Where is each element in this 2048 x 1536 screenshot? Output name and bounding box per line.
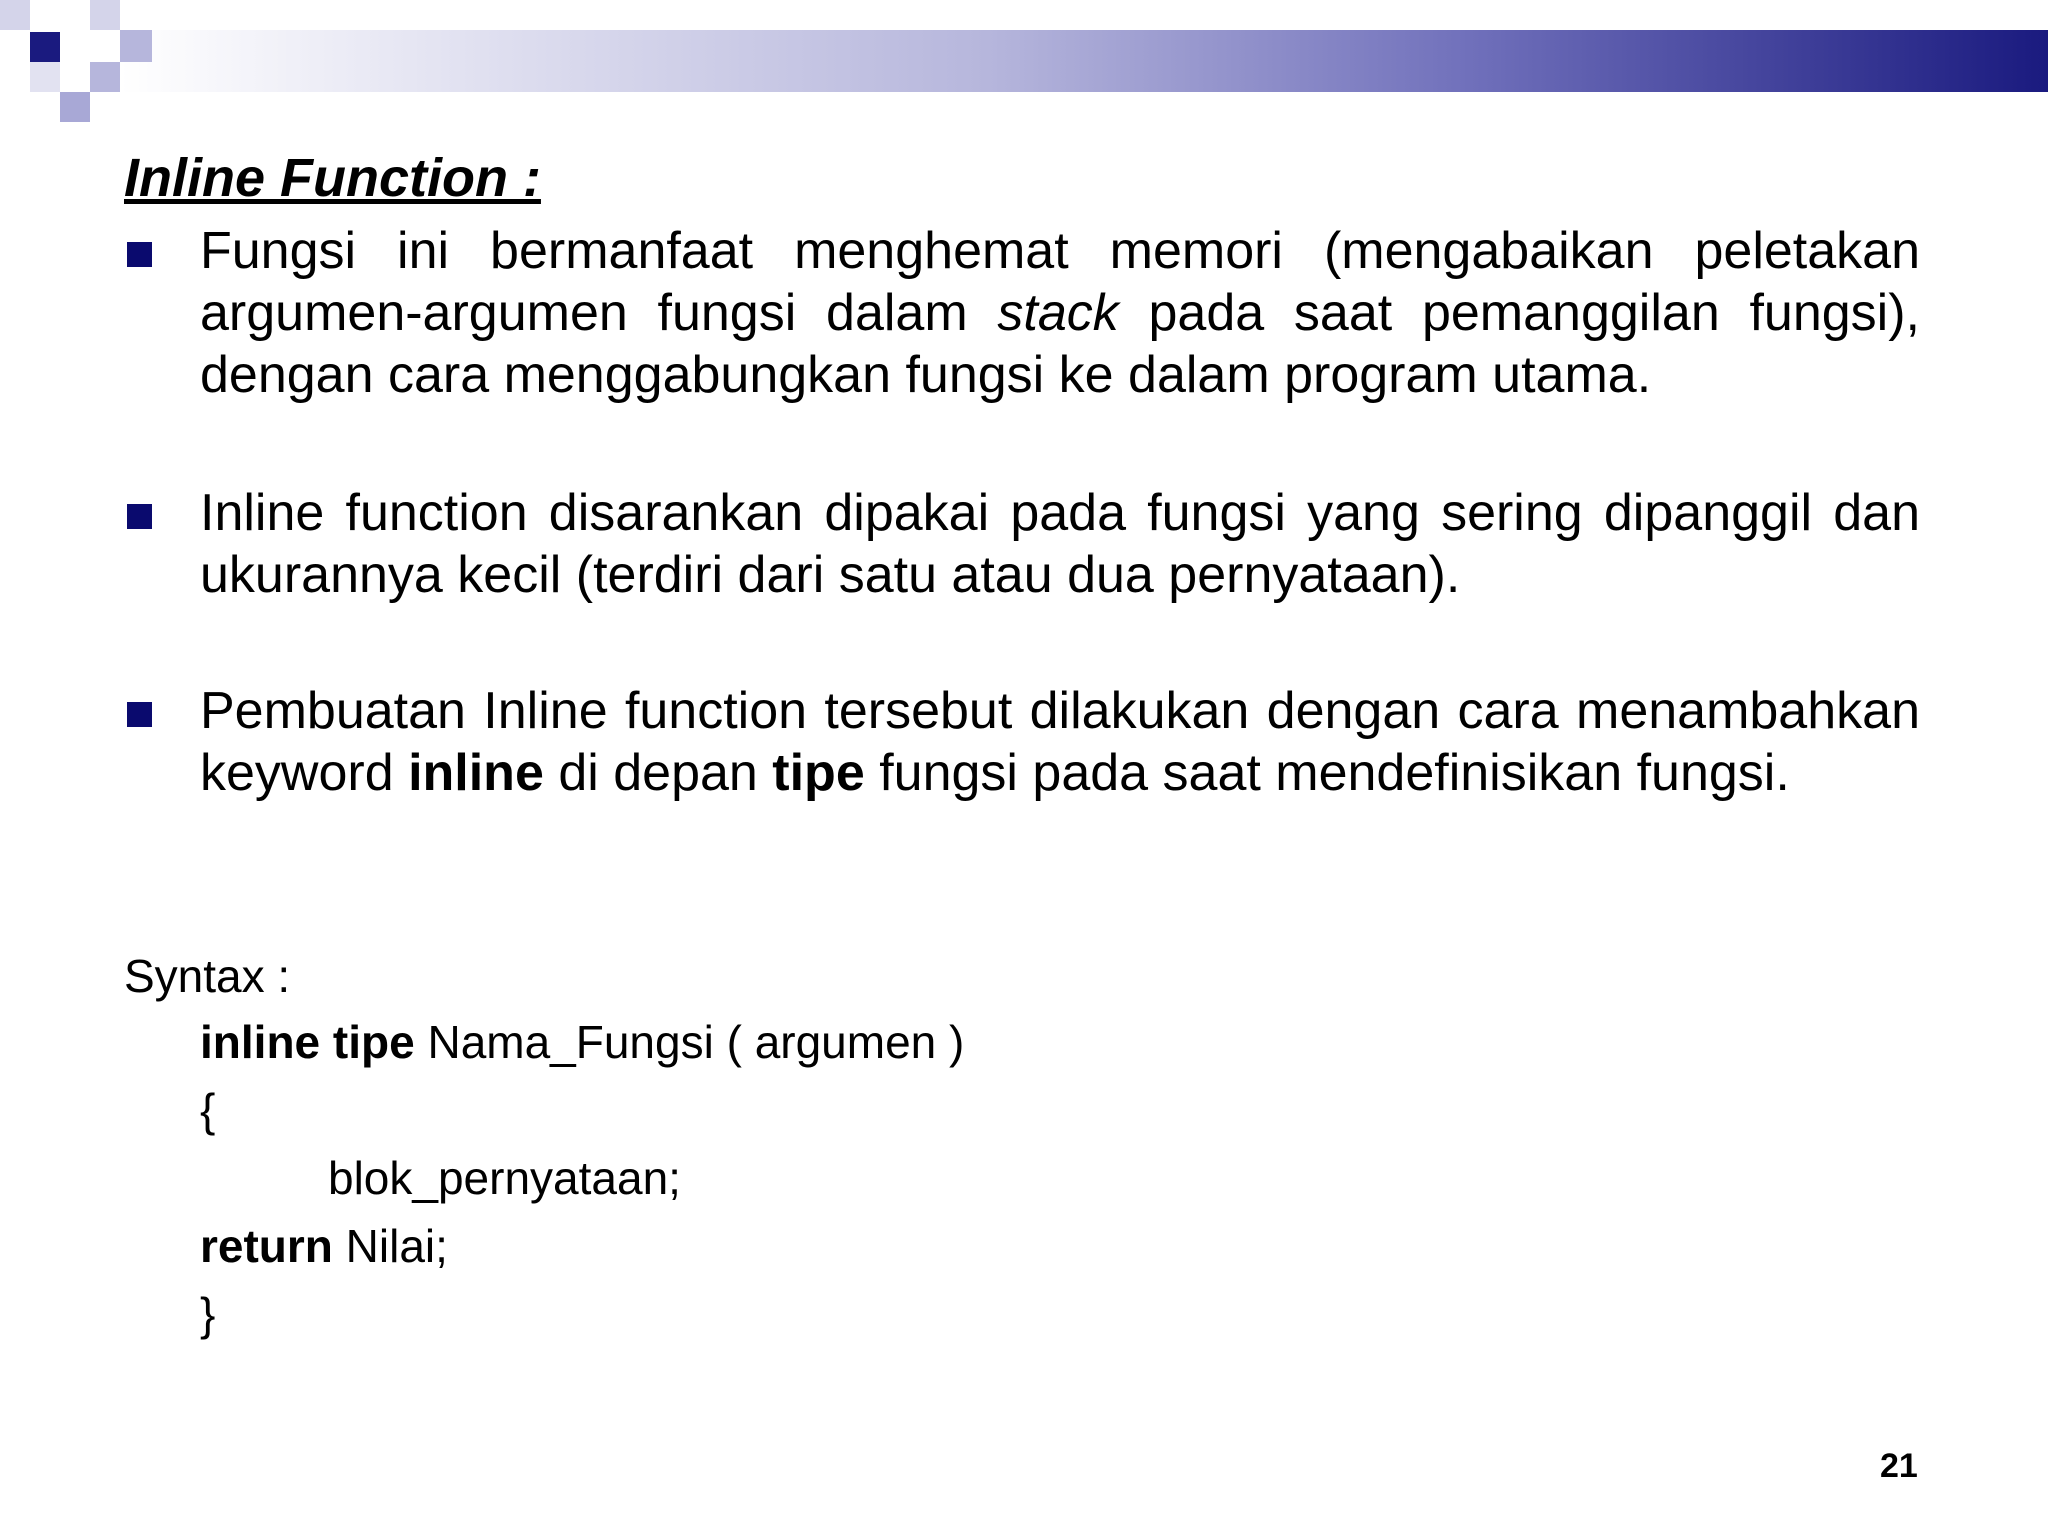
page-number: 21 bbox=[1880, 1447, 1918, 1485]
bullet-text bbox=[200, 482, 1920, 606]
text-run: Pembuatan Inline function tersebut dilakukan dengan cara menambahkan keyword bbox=[200, 682, 1920, 802]
code-keyword: inline tipe bbox=[200, 1016, 415, 1068]
decor-square-mid bbox=[120, 30, 152, 62]
square-bullet-icon bbox=[127, 504, 152, 529]
text-run-italic: stack bbox=[997, 284, 1119, 342]
square-bullet-icon bbox=[127, 702, 152, 727]
text-run-bold: inline bbox=[408, 744, 544, 802]
text-run: Fungsi ini bermanfaat menghemat memori (mengabaikan peletakan argumen-argumen fungsi dalam bbox=[200, 222, 1920, 342]
code-keyword: return bbox=[200, 1220, 333, 1272]
header-gradient-band bbox=[120, 30, 2048, 92]
text-run-bold: tipe bbox=[772, 744, 865, 802]
decor-square-light bbox=[90, 0, 120, 30]
bullet-text bbox=[200, 220, 1920, 406]
code-body-line: blok_pernyataan; bbox=[328, 1152, 681, 1204]
square-bullet-icon bbox=[127, 242, 152, 267]
decor-square-dark bbox=[30, 32, 60, 62]
decor-square-light bbox=[0, 0, 30, 30]
code-close-brace: } bbox=[200, 1288, 216, 1340]
code-signature-line bbox=[200, 1014, 964, 1070]
code-text: Nilai; bbox=[332, 1220, 448, 1272]
code-text: Nama_Fungsi ( argumen ) bbox=[414, 1016, 965, 1068]
decor-square-light bbox=[30, 62, 60, 92]
code-open-brace: { bbox=[200, 1084, 216, 1136]
text-run: fungsi pada saat mendefinisikan fungsi. bbox=[864, 744, 1790, 802]
bullet-text bbox=[200, 680, 1920, 804]
decor-square-mid bbox=[60, 92, 90, 122]
slide-title: Inline Function : bbox=[124, 148, 541, 208]
syntax-label: Syntax : bbox=[124, 950, 291, 1002]
code-return-line bbox=[200, 1218, 448, 1274]
text-run: pada saat pemanggilan fungsi), dengan cara menggabungkan fungsi ke dalam program utama. bbox=[200, 284, 1920, 404]
text-run: di depan bbox=[543, 744, 773, 802]
decor-square-mid bbox=[90, 62, 120, 92]
text-run: Inline function disarankan dipakai pada fungsi yang sering dipanggil dan ukurannya kecil (terdiri dari satu atau dua pernyataan). bbox=[200, 484, 1920, 604]
